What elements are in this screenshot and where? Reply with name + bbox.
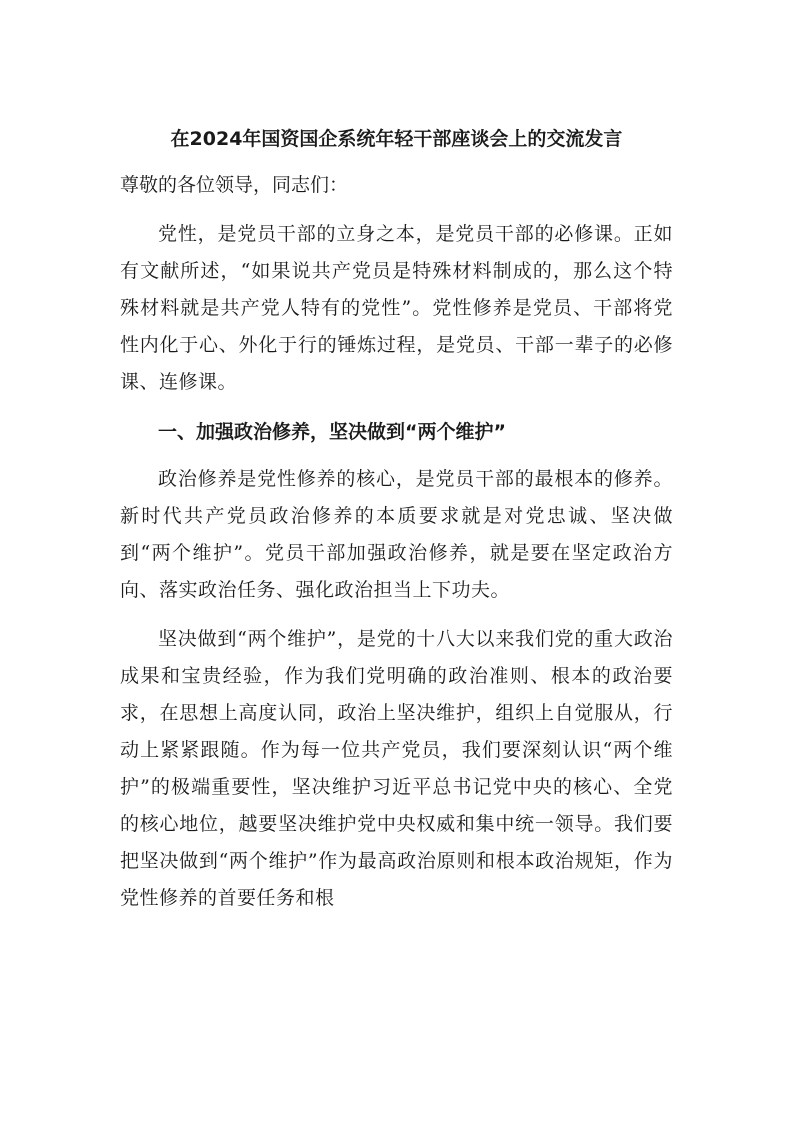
document-body xyxy=(120,120,673,929)
section-paragraph: 坚决做到“两个维护”，是党的十八大以来我们党的重大政治成果和宝贵经验，作为我们党明确的政治准则、根本的政治要求，在思想上高度认同，政治上坚决维护，组织上自觉服从，行动上紧紧跟随。作为每一位共产党员，我们要深刻认识“两个维护”的极端重要性，坚决维护习近平总书记党中央的核心、全党的核心地位，越要坚决维护党中央权威和集中统一领导。我们要把坚决做到“两个维护”作为最高政治原则和根本政治规矩，作为党性修养的首要任务和根 xyxy=(120,628,673,909)
section-paragraph: 政治修养是党性修养的核心，是党员干部的最根本的修养。新时代共产党员政治修养的本质要求就是对党忠诚、坚决做到“两个维护”。党员干部加强政治修养，就是要在坚定政治方向、落实政治任务、强化政治担当上下功夫。 xyxy=(120,468,673,601)
salutation: 尊敬的各位领导，同志们： xyxy=(120,174,349,196)
section-heading: 一、加强政治修养，坚决做到“两个维护” xyxy=(158,421,506,443)
document-title: 在2024年国资国企系统年轻干部座谈会上的交流发言 xyxy=(170,128,623,150)
intro-paragraph: 党性，是党员干部的立身之本，是党员干部的必修课。正如有文献所述，“如果说共产党员是特殊材料制成的，那么这个特殊材料就是共产党人特有的党性”。党性修养是党员、干部将党性内化于心、外化于行的锤炼过程，是党员、干部一辈子的必修课、连修课。 xyxy=(120,223,673,393)
